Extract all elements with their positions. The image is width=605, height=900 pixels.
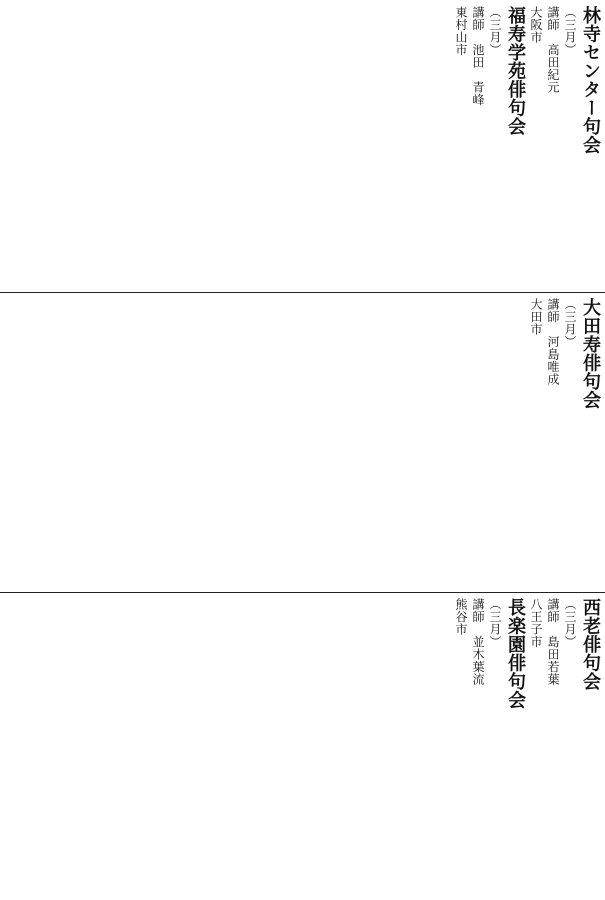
group-city: 八王子市 [529,598,543,648]
group-subtitle: （三月） [488,598,502,648]
band-middle [0,292,605,592]
group-title: 大田寿俳句会 [580,298,601,409]
group-instructor: 講師 高田紀元 [546,6,560,94]
group-subtitle: （三月） [563,6,577,56]
band-bottom-columns [453,598,601,894]
band-bottom [0,592,605,900]
group-instructor: 講師 池田 青峰 [471,6,485,106]
group-instructor: 講師 島田若葉 [546,598,560,686]
group-title: 長楽園俳句会 [505,598,526,709]
band-top [0,0,605,292]
group-title: 福寿学苑俳句会 [505,6,526,136]
group-subtitle: （三月） [488,6,502,56]
group-instructor: 講師 並木葉流 [471,598,485,686]
group-subtitle: （三月） [563,298,577,348]
group-instructor: 講師 河島唯成 [546,298,560,386]
group-title: 林寺センター句会 [580,6,601,154]
band-middle-columns [528,298,601,586]
group-city: 大阪市 [529,6,543,44]
group-title: 西老俳句会 [580,598,601,691]
band-top-columns [453,6,601,286]
group-city: 東村山市 [454,6,468,56]
group-city: 大田市 [529,298,543,336]
group-city: 熊谷市 [454,598,468,636]
group-subtitle: （三月） [563,598,577,648]
